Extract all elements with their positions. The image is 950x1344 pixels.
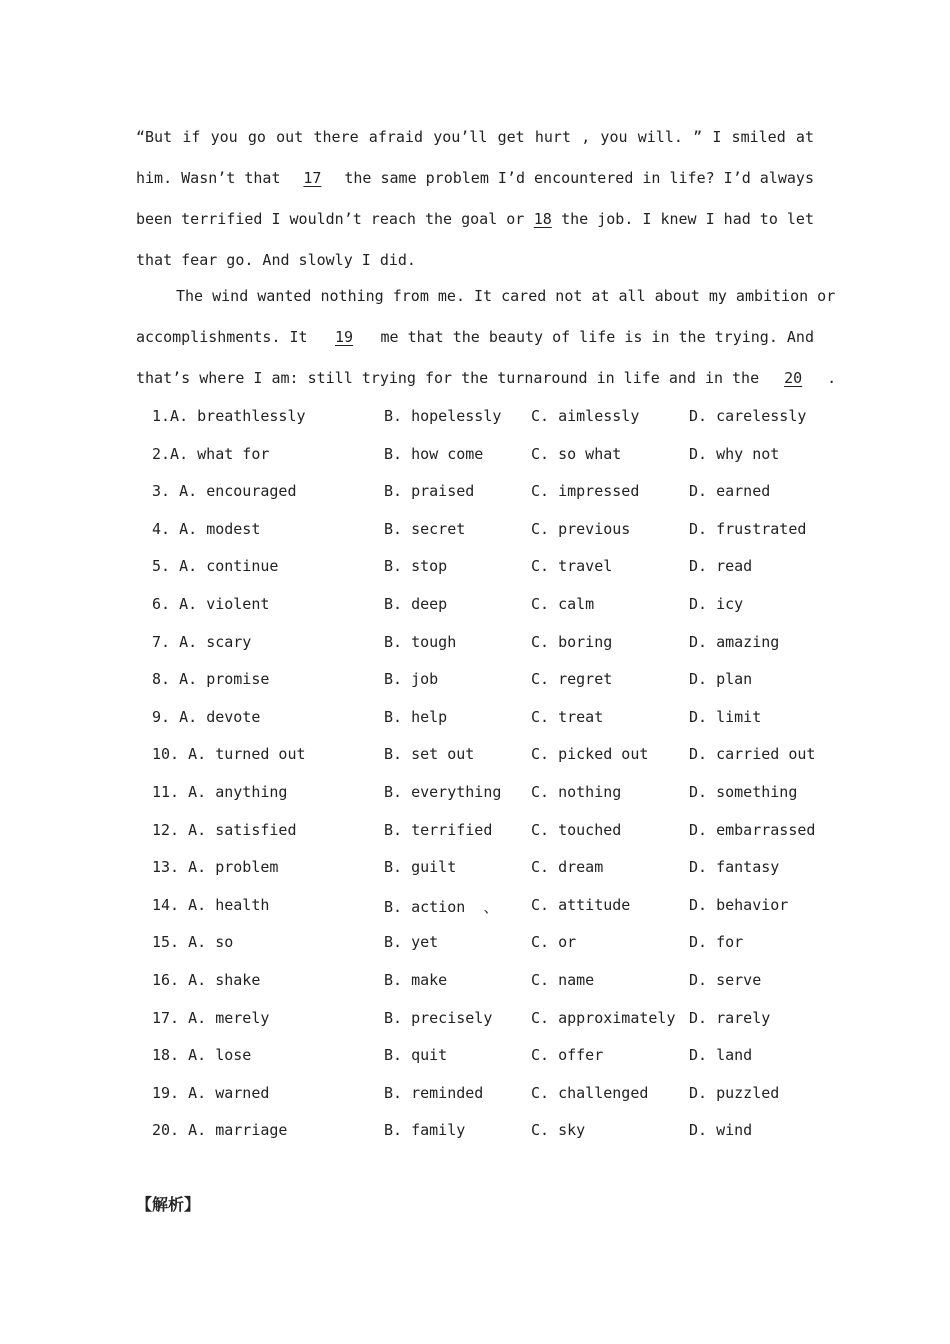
option-d: D. carelessly [689,407,807,425]
option-a-text: violent [206,595,270,613]
option-b: B. job [384,670,439,689]
passage-text: been terrified I wouldn’t reach the goal or [136,210,525,228]
option-c: C. impressed [531,482,640,501]
blank-17: 17 [303,169,322,187]
passage-line-1: “But if you go out there afraid you’ll get hurt , you will. ” I smiled at [136,128,814,146]
option-a [152,933,233,951]
question-number: 10. A. [152,745,207,764]
option-c: C. boring [531,632,613,651]
option-c: C. picked out [531,745,649,764]
option-a-text: what for [197,444,270,463]
option-c: C. attitude [531,895,631,914]
question-number: 17. A. [152,1008,207,1027]
option-b: B. terrified [384,820,493,839]
question-row [152,1009,832,1031]
option-b: B. action 、 [384,897,499,916]
question-number: 5. A. [152,557,198,576]
option-b: B. precisely [384,1008,493,1027]
option-a-text: breathlessly [197,407,306,425]
option-a [152,670,269,688]
option-c: C. sky [531,1121,586,1140]
question-number: 19. A. [152,1083,207,1102]
option-a-text: problem [215,858,279,877]
question-row [152,858,832,880]
option-a-text: merely [215,1008,270,1027]
passage-text: . [818,369,837,387]
question-number: 20. A. [152,1121,207,1140]
option-d: D. read [689,557,753,576]
question-row [152,971,832,993]
question-row [152,595,832,617]
option-c: C. aimlessly [531,407,640,425]
option-a-text: encouraged [206,482,297,501]
option-a [152,971,260,989]
question-number: 16. A. [152,971,207,989]
option-d: D. limit [689,707,762,726]
option-c: C. treat [531,707,604,726]
option-a [152,858,278,876]
blank-18: 18 [533,210,552,228]
option-d: D. wind [689,1121,753,1140]
question-number: 2.A. [152,444,189,463]
question-row [152,520,832,542]
passage-line-4: that fear go. And slowly I did. [136,251,416,269]
option-a-text: modest [206,519,261,538]
passage-line-7 [136,369,836,387]
question-number: 12. A. [152,820,207,839]
option-b: B. tough [384,632,457,651]
question-number: 3. A. [152,482,198,501]
option-d: D. plan [689,670,753,689]
option-c: C. name [531,971,595,989]
question-row [152,1121,832,1143]
option-a-text: so [215,933,234,952]
option-a-text: promise [206,670,270,689]
option-a [152,520,260,538]
option-a [152,745,306,763]
option-d: D. embarrassed [689,820,816,839]
passage-text: the job. I knew I had to let [561,210,814,228]
option-c: C. approximately [531,1008,676,1027]
option-d: D. icy [689,595,744,613]
option-a-text: lose [215,1046,252,1065]
option-d: D. for [689,933,744,952]
option-c: C. dream [531,858,604,877]
option-a-text: devote [206,707,261,726]
option-b: B. stop [384,557,448,576]
option-a [152,445,269,463]
question-number: 14. A. [152,895,207,914]
option-a-text: continue [206,557,279,576]
question-number: 11. A. [152,783,207,801]
analysis-heading: 【解析】 [136,1195,201,1214]
question-row [152,783,832,805]
option-d: D. why not [689,444,780,463]
passage-line-5: The wind wanted nothing from me. It cared not at all about my ambition or [176,287,836,305]
option-c: C. touched [531,820,622,839]
option-b: B. family [384,1121,466,1140]
option-a [152,557,278,575]
option-b: B. help [384,707,448,726]
question-number: 8. A. [152,670,198,689]
option-a [152,783,287,801]
option-a-text: satisfied [215,820,297,839]
option-c: C. so what [531,444,622,463]
question-number: 4. A. [152,519,198,538]
blank-20: 20 [784,369,803,387]
option-b: B. quit [384,1046,448,1065]
passage-text: accomplishments. It [136,328,308,346]
option-d: D. frustrated [689,519,807,538]
blank-19: 19 [335,328,354,346]
question-number: 7. A. [152,632,198,651]
question-row [152,708,832,730]
option-a [152,1084,269,1102]
option-a-text: scary [206,632,252,651]
option-c: C. nothing [531,783,622,801]
question-number: 9. A. [152,707,198,726]
option-c: C. previous [531,519,631,538]
option-a-text: anything [215,783,288,801]
question-number: 13. A. [152,858,207,877]
option-d: D. behavior [689,895,789,914]
option-b: B. praised [384,482,475,501]
option-c: C. challenged [531,1083,649,1102]
question-number: 15. A. [152,933,207,952]
question-row [152,407,832,429]
option-a [152,1121,287,1139]
option-d: D. carried out [689,745,816,764]
option-c: C. regret [531,670,613,689]
option-a [152,595,269,613]
option-b: B. secret [384,519,466,538]
option-d: D. serve [689,971,762,989]
option-d: D. earned [689,482,771,501]
option-b: B. how come [384,444,484,463]
option-a [152,896,269,914]
option-a-text: marriage [215,1121,288,1140]
option-a-text: turned out [215,745,306,764]
passage-text: that’s where I am: still trying for the turnaround in life and in the [136,369,769,387]
question-number: 18. A. [152,1046,207,1065]
option-b: B. hopelessly [384,407,502,425]
option-c: C. offer [531,1046,604,1065]
option-a [152,407,306,425]
question-row [152,445,832,467]
passage-text: him. Wasn’t that [136,169,281,187]
question-row [152,896,832,918]
option-c: C. or [531,933,577,952]
question-number: 6. A. [152,595,198,613]
passage-line-6 [136,328,814,346]
question-row [152,745,832,767]
option-b: B. deep [384,595,448,613]
option-d: D. puzzled [689,1083,780,1102]
question-row [152,670,832,692]
option-b: B. yet [384,933,439,952]
question-number: 1.A. [152,407,189,425]
passage-line-2 [136,169,814,187]
option-a [152,482,297,500]
question-row [152,557,832,579]
option-a-text: shake [215,971,261,989]
passage-text: me that the beauty of life is in the trying. And [380,328,814,346]
option-a-text: health [215,895,270,914]
question-row [152,633,832,655]
option-b: B. make [384,971,448,989]
option-d: D. land [689,1046,753,1065]
option-a [152,1009,269,1027]
option-c: C. travel [531,557,613,576]
passage-text: the same problem I’d encountered in life? I’d always [344,169,814,187]
question-row [152,821,832,843]
option-b: B. set out [384,745,475,764]
option-d: D. something [689,783,798,801]
option-d: D. fantasy [689,858,780,877]
option-a [152,1046,251,1064]
option-c: C. calm [531,595,595,613]
option-a [152,708,260,726]
option-a [152,821,297,839]
option-d: D. amazing [689,632,780,651]
option-d: D. rarely [689,1008,771,1027]
option-a-text: warned [215,1083,270,1102]
option-b: B. guilt [384,858,457,877]
question-row [152,933,832,955]
option-b: B. everything [384,783,502,801]
option-a [152,633,251,651]
passage-line-3 [136,210,814,228]
question-row [152,1046,832,1068]
option-b: B. reminded [384,1083,484,1102]
question-row [152,482,832,504]
question-row [152,1084,832,1106]
